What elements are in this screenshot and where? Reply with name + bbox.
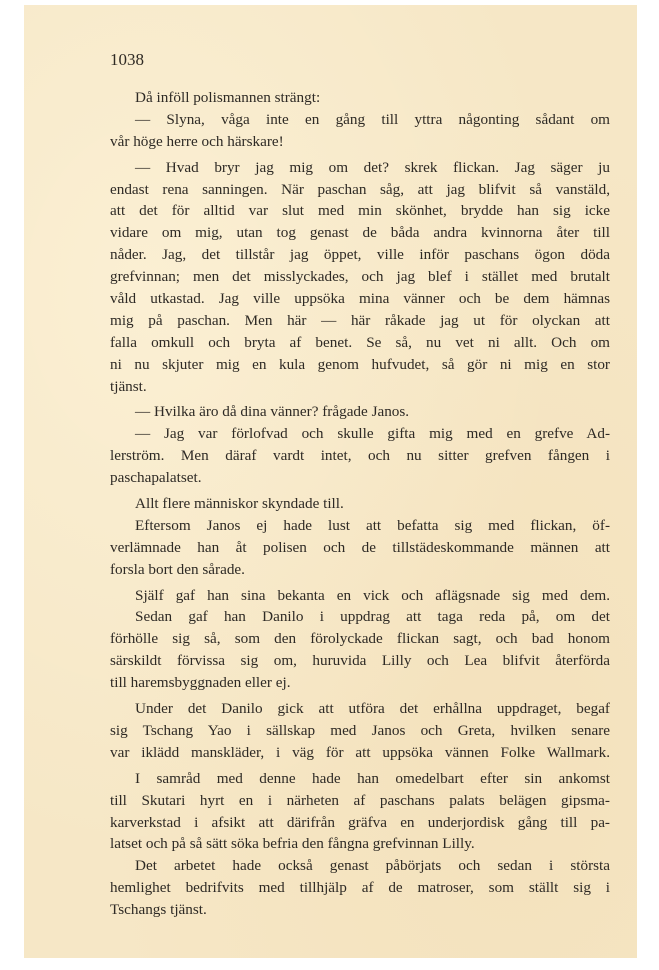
paragraph [110, 493, 610, 515]
text-line: ni nu skjuter mig en kula genom hufvudet, så gör ni mig en stor [110, 355, 610, 373]
text-line: att det för alltid var slut med min skönhet, brydde han sig icke [110, 202, 610, 220]
text-line: Allt flere människor skyndade till. [135, 495, 344, 513]
text-line: Det arbetet hade också genast påbörjats och sedan i största [135, 857, 610, 875]
text-line: Eftersom Janos ej hade lust att befatta sig med flickan, öf- [135, 516, 610, 534]
text-line: sig Tschang Yao i sällskap med Janos och Greta, hvilken senare [110, 721, 610, 739]
text-line: Då inföll polismannen strängt: [135, 89, 321, 106]
text-line: — Hvilka äro då dina vänner? frågade Janos. [135, 403, 410, 421]
text-line: var iklädd manskläder, i väg för att uppsöka vännen Folke Wallmark. [110, 743, 610, 761]
paragraph [110, 157, 610, 398]
text-line: Sedan gaf han Danilo i uppdrag att taga reda på, om det [135, 608, 610, 626]
text-line: lerström. Men däraf vardt intet, och nu sitter grefven fången i [110, 447, 610, 465]
text-line: forsla bort den sårade. [110, 560, 245, 578]
text-line: verlämnade han åt polisen och de tillstädeskommande männen att [110, 538, 610, 556]
text-line: till haremsbyggnaden eller ej. [110, 674, 291, 692]
book-page [24, 5, 637, 958]
paragraph [110, 401, 610, 423]
text-line: I samråd med denne hade han omedelbart efter sin ankomst [135, 769, 610, 787]
text-line: — Jag var förlofvad och skulle gifta mig med en grefve Ad- [135, 425, 610, 443]
paragraph [110, 606, 610, 694]
text-line: karverkstad i afsikt att därifrån gräfva en underjordisk gång till pa- [110, 813, 610, 831]
text-line: våld utkastad. Jag ville uppsöka mina vänner och be dem hämnas [110, 290, 610, 308]
text-line: vår höge herre och härskare! [110, 132, 284, 150]
paragraph [110, 87, 610, 109]
text-line: nåder. Jag, det tillstår jag öppet, ville inför paschans ögon döda [110, 246, 610, 264]
text-line: grefvinnan; men det misslyckades, och jag blef i stället med brutalt [110, 268, 610, 286]
paragraph [110, 515, 610, 581]
paragraph [110, 768, 610, 856]
paragraph [110, 109, 610, 153]
text-line: mig på paschan. Men här — här råkade jag ut för olyckan att [110, 311, 610, 329]
text-line: endast rena sanningen. När paschan såg, att jag blifvit så vanstäld, [110, 180, 610, 198]
text-line: — Hvad bryr jag mig om det? skrek flickan. Jag säger ju [135, 158, 610, 176]
page-number: 1038 [110, 50, 144, 69]
text-line: paschapalatset. [110, 469, 202, 487]
text-line: till Skutari hyrt en i närheten af paschans palats belägen gipsma- [110, 791, 610, 809]
text-line: särskildt förvissa sig om, huruvida Lilly och Lea blifvit återförda [110, 652, 610, 670]
text-line: latset och på så sätt söka befria den fångna grefvinnan Lilly. [110, 835, 475, 853]
text-line: förhölle sig så, som den förolyckade flickan sagt, och bad honom [110, 630, 610, 648]
text-line: Tschangs tjänst. [110, 901, 207, 919]
text-line: vidare om mig, utan tog genast de båda andra kvinnorna åter till [110, 224, 610, 242]
paragraph [110, 855, 610, 921]
text-line: falla omkull och bryta af benet. Se så, nu vet ni allt. Och om [110, 333, 610, 351]
paragraph [110, 423, 610, 489]
text-line: Under det Danilo gick att utföra det erhållna uppdraget, begaf [135, 700, 610, 718]
text-line: tjänst. [110, 377, 147, 395]
text-line: — Slyna, våga inte en gång till yttra någonting sådant om [135, 110, 610, 128]
text-line: Själf gaf han sina bekanta en vick och aflägsnade sig med dem. [135, 586, 610, 604]
paragraph [110, 698, 610, 764]
text-line: hemlighet bedrifvits med tillhjälp af de matroser, som ställt sig i [110, 879, 610, 897]
paragraph [110, 585, 610, 607]
page-body [110, 87, 610, 921]
